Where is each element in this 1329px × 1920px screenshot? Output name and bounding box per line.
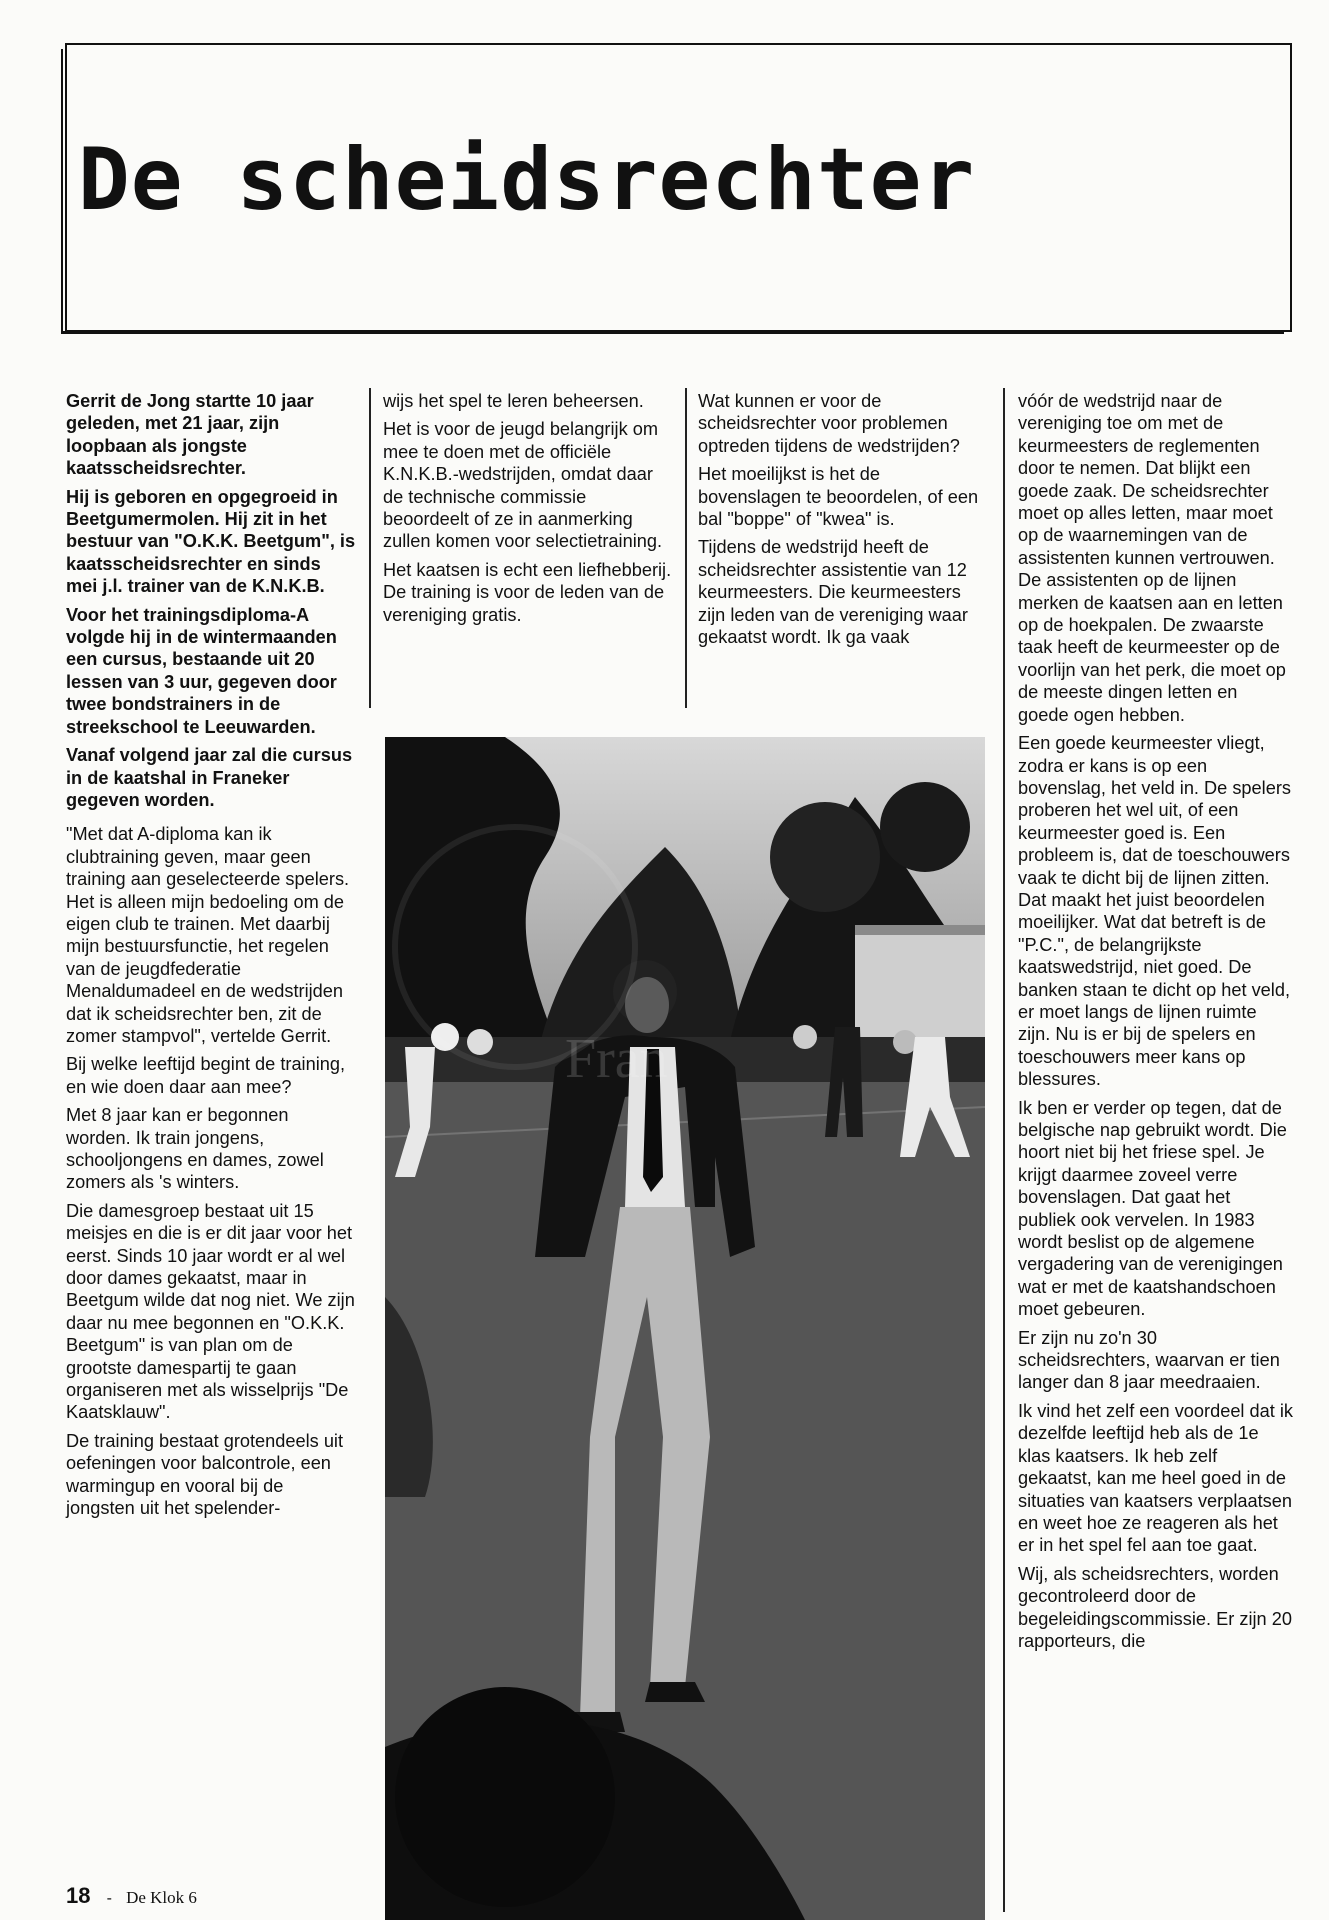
watermark-text: Fran <box>565 1028 668 1090</box>
body-paragraph: De training bestaat grotendeels uit oefeningen voor balcontrole, een warmingup en vooral bij de jongsten uit het spelender- <box>66 1430 344 1519</box>
body-paragraph: Een goede keurmeester vliegt, zodra er kans is op een bovenslag, het veld in. De spelers proberen het wel uit, of een keurmeester goed is. Een probleem is, dat de toeschouwers vaak te dicht bij de lijnen zitten. Dat maakt het juist beoordelen moeilijker. Wat dat betreft is de "P.C.", de belangrijkste kaatswedstrijd, niet goed. De banken staan te dicht op het veld, er moet langs de lijnen ruimte zijn. Nu is er bij de spelers en toeschouwers meer kans op blessures. <box>1018 733 1291 1090</box>
page-number: 18 <box>66 1883 91 1908</box>
column-4 <box>1018 390 1293 1658</box>
body-paragraph: Wij, als scheidsrechters, worden gecontroleerd door de begeleidingscommissie. Er zijn 20 rapporteurs, die <box>1018 1563 1292 1651</box>
body-paragraph: Het moeilijkst is het de bovenslagen te beoordelen, of een bal "boppe" of "kwea" is. <box>698 464 979 530</box>
body-paragraph: wijs het spel te leren beheersen. <box>383 391 644 411</box>
body-paragraph: Met 8 jaar kan er begonnen worden. Ik train jongens, schooljongens en dames, zowel zomers als 's winters. <box>66 1105 324 1193</box>
body-paragraph: Die damesgroep bestaat uit 15 meisjes en die is er dit jaar voor het eerst. Sinds 10 jaar wordt er al wel door dames gekaatst, maar in Beetgum wilde dat nog niet. We zijn daar nu mee begonnen en "O.K.K. Beetgum" is van plan om de grootste damespartij te gaan organiseren met als wisselprijs "De Kaatsklauw". <box>66 1200 355 1423</box>
body-paragraph: Ik ben er verder op tegen, dat de belgische nap gebruikt wordt. Die hoort niet bij het friese spel. Je krijgt daarmee zoveel verre bovenslagen. Dat gaat het publiek ook vervelen. In 1983 wordt beslist op de algemene vergadering van de verenigingen wat er met de kaatshandschoen moet gebeuren. <box>1018 1097 1287 1320</box>
footer-dash: - <box>106 1890 112 1907</box>
intro-paragraph: Hij is geboren en opgegroeid in Beetgumermolen. Hij zit in het bestuur van "O.K.K. Beetgum", is kaatsscheidsrechter en sinds mei j.l. trainer van de K.N.K.B. <box>66 486 356 597</box>
photo-illustration <box>385 737 985 1920</box>
body-paragraph: vóór de wedstrijd naar de vereniging toe om met de keurmeesters de reglementen door te nemen. Dat blijkt een goede zaak. De scheidsrechter moet op alles letten, maar moet op de waarnemingen van de assistenten kunnen vertrouwen. De assistenten op de lijnen merken de kaatsen aan en letten op de hoekpalen. De zwaarste taak heeft de keurmeester op de voorlijn van het perk, die moet op de meeste dingen letten en goede ogen hebben. <box>1018 391 1286 725</box>
column-rule <box>1003 388 1005 1912</box>
column-1 <box>66 390 356 1526</box>
question-paragraph: Bij welke leeftijd begint de training, en wie doen daar aan mee? <box>66 1054 346 1097</box>
page-footer <box>66 1883 197 1909</box>
magazine-name: De Klok 6 <box>126 1888 197 1907</box>
body-paragraph: Ik vind het zelf een voordeel dat ik dezelfde leeftijd heb als de 1e klas kaatsers. Ik heb zelf gekaatst, kan me heel goed in de situaties van kaatsers verplaatsen en weet hoe ze reageren als het er in het spel fel aan toe gaat. <box>1018 1400 1293 1556</box>
article-title: De scheidsrechter <box>78 130 976 230</box>
intro-paragraph: Gerrit de Jong startte 10 jaar geleden, met 21 jaar, zijn loopbaan als jongste kaatsscheidsrechter. <box>66 391 314 479</box>
intro-paragraph: Vanaf volgend jaar zal die cursus in de kaatshal in Franeker gegeven worden. <box>66 745 353 810</box>
question-paragraph: Wat kunnen er voor de scheidsrechter voor problemen optreden tijdens de wedstrijden? <box>698 391 960 456</box>
body-paragraph: Er zijn nu zo'n 30 scheidsrechters, waarvan er tien langer dan 8 jaar meedraaien. <box>1018 1327 1280 1393</box>
referee-photo <box>385 737 985 1920</box>
column-2 <box>383 390 673 632</box>
column-3 <box>698 390 988 654</box>
body-paragraph: Het is voor de jeugd belangrijk om mee te doen met de officiële K.N.K.B.-wedstrijden, omdat daar de technische commissie beoordeelt of ze in aanmerking zullen komen voor selectietraining. <box>383 419 663 552</box>
column-rule <box>369 388 371 708</box>
body-paragraph: "Met dat A-diploma kan ik clubtraining geven, maar geen training aan geselecteerde spelers. Het is alleen mijn bedoeling om de eigen club te trainen. Met daarbij mijn bestuursfunctie, het regelen van de jeugdfederatie Menaldumadeel en de wedstrijden dat ik scheidsrechter ben, zit de zomer stampvol", vertelde Gerrit. <box>66 824 350 1046</box>
intro-paragraph: Voor het trainingsdiploma-A volgde hij in de wintermaanden een cursus, bestaande uit 20 lessen van 3 uur, gegeven door twee bondstrainers in de streekschool te Leeuwarden. <box>66 604 337 737</box>
column-rule <box>685 388 687 708</box>
body-paragraph: Tijdens de wedstrijd heeft de scheidsrechter assistentie van 12 keurmeesters. Die keurmeesters zijn leden van de vereniging waar gekaatst wordt. Ik ga vaak <box>698 537 968 648</box>
body-paragraph: Het kaatsen is echt een liefhebberij. De training is voor de leden van de vereniging gratis. <box>383 559 672 625</box>
